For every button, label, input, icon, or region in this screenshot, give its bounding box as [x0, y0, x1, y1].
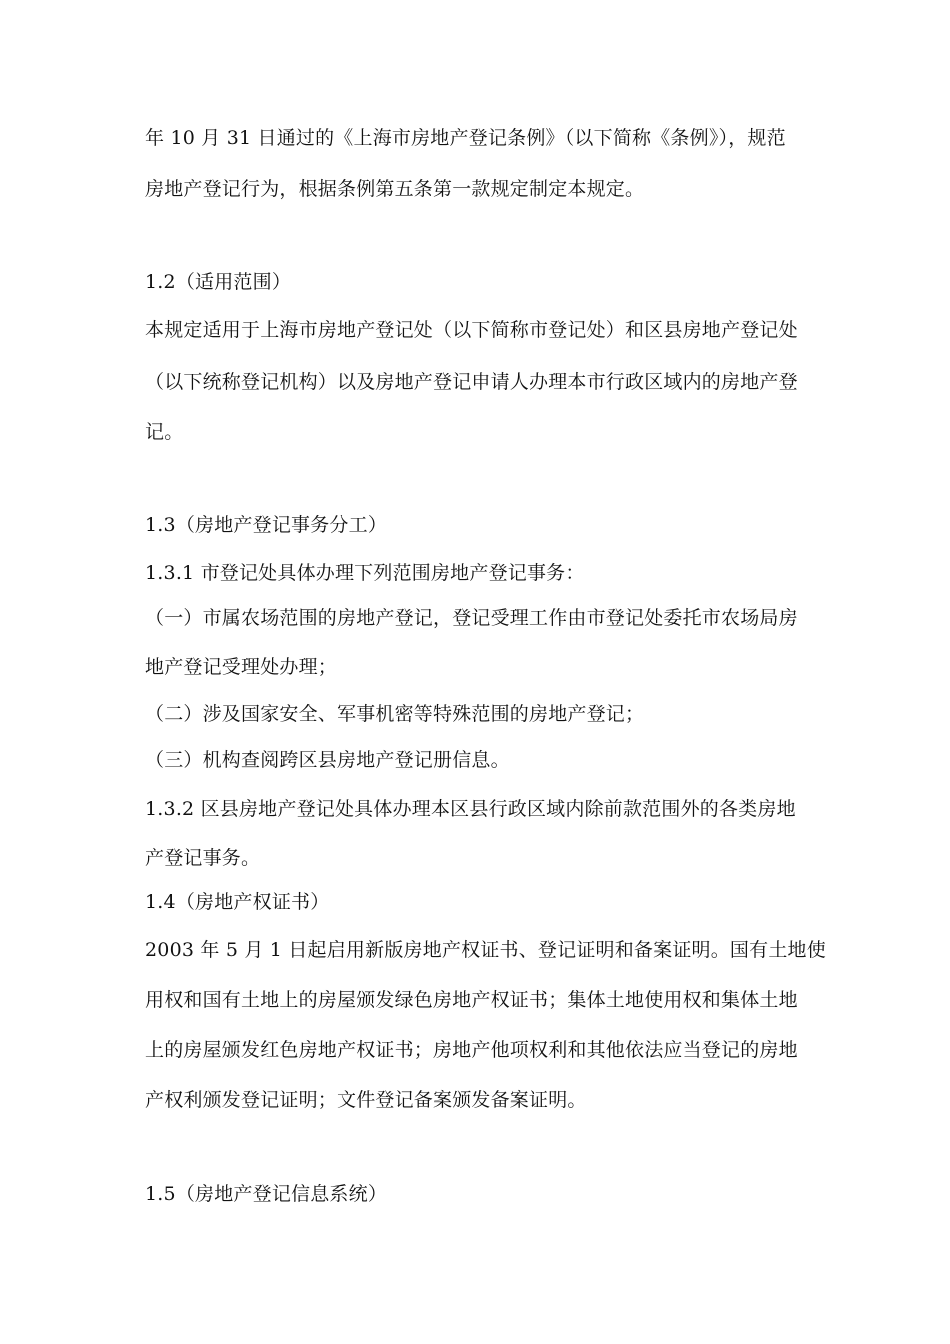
list-item: （一）市属农场范围的房地产登记，登记受理工作由市登记处委托市农场局房	[145, 607, 798, 629]
list-item: （二）涉及国家安全、军事机密等特殊范围的房地产登记；	[145, 703, 645, 725]
paragraph-line: 用权和国有土地上的房屋颁发绿色房地产权证书；集体土地使用权和集体土地	[145, 989, 798, 1011]
section-heading: 1.4（房地产权证书）	[145, 891, 330, 913]
list-item: （三）机构查阅跨区县房地产登记册信息。	[145, 749, 510, 771]
paragraph-line: 产权利颁发登记证明；文件登记备案颁发备案证明。	[145, 1089, 587, 1111]
paragraph-line: 2003 年 5 月 1 日起启用新版房地产权证书、登记证明和备案证明。国有土地使	[145, 939, 826, 961]
section-heading: 1.2（适用范围）	[145, 271, 292, 293]
paragraph-line: （以下统称登记机构）以及房地产登记申请人办理本市行政区域内的房地产登	[145, 371, 798, 393]
subsection-heading: 1.3.2 区县房地产登记处具体办理本区县行政区域内除前款范围外的各类房地	[145, 798, 796, 820]
section-heading: 1.3（房地产登记事务分工）	[145, 514, 388, 536]
list-item-continuation: 地产登记受理处办理；	[145, 656, 338, 678]
paragraph-line: 上的房屋颁发红色房地产权证书；房地产他项权利和其他依法应当登记的房地	[145, 1039, 798, 1061]
paragraph-line: 产登记事务。	[145, 847, 261, 869]
section-heading: 1.5（房地产登记信息系统）	[145, 1183, 388, 1205]
paragraph-line: 房地产登记行为，根据条例第五条第一款规定制定本规定。	[145, 178, 645, 200]
subsection-heading: 1.3.1 市登记处具体办理下列范围房地产登记事务：	[145, 562, 585, 584]
paragraph-line: 本规定适用于上海市房地产登记处（以下简称市登记处）和区县房地产登记处	[145, 319, 798, 341]
paragraph-line: 记。	[145, 421, 184, 443]
paragraph-line: 年 10 月 31 日通过的《上海市房地产登记条例》（以下简称《条例》），规范	[145, 127, 786, 149]
